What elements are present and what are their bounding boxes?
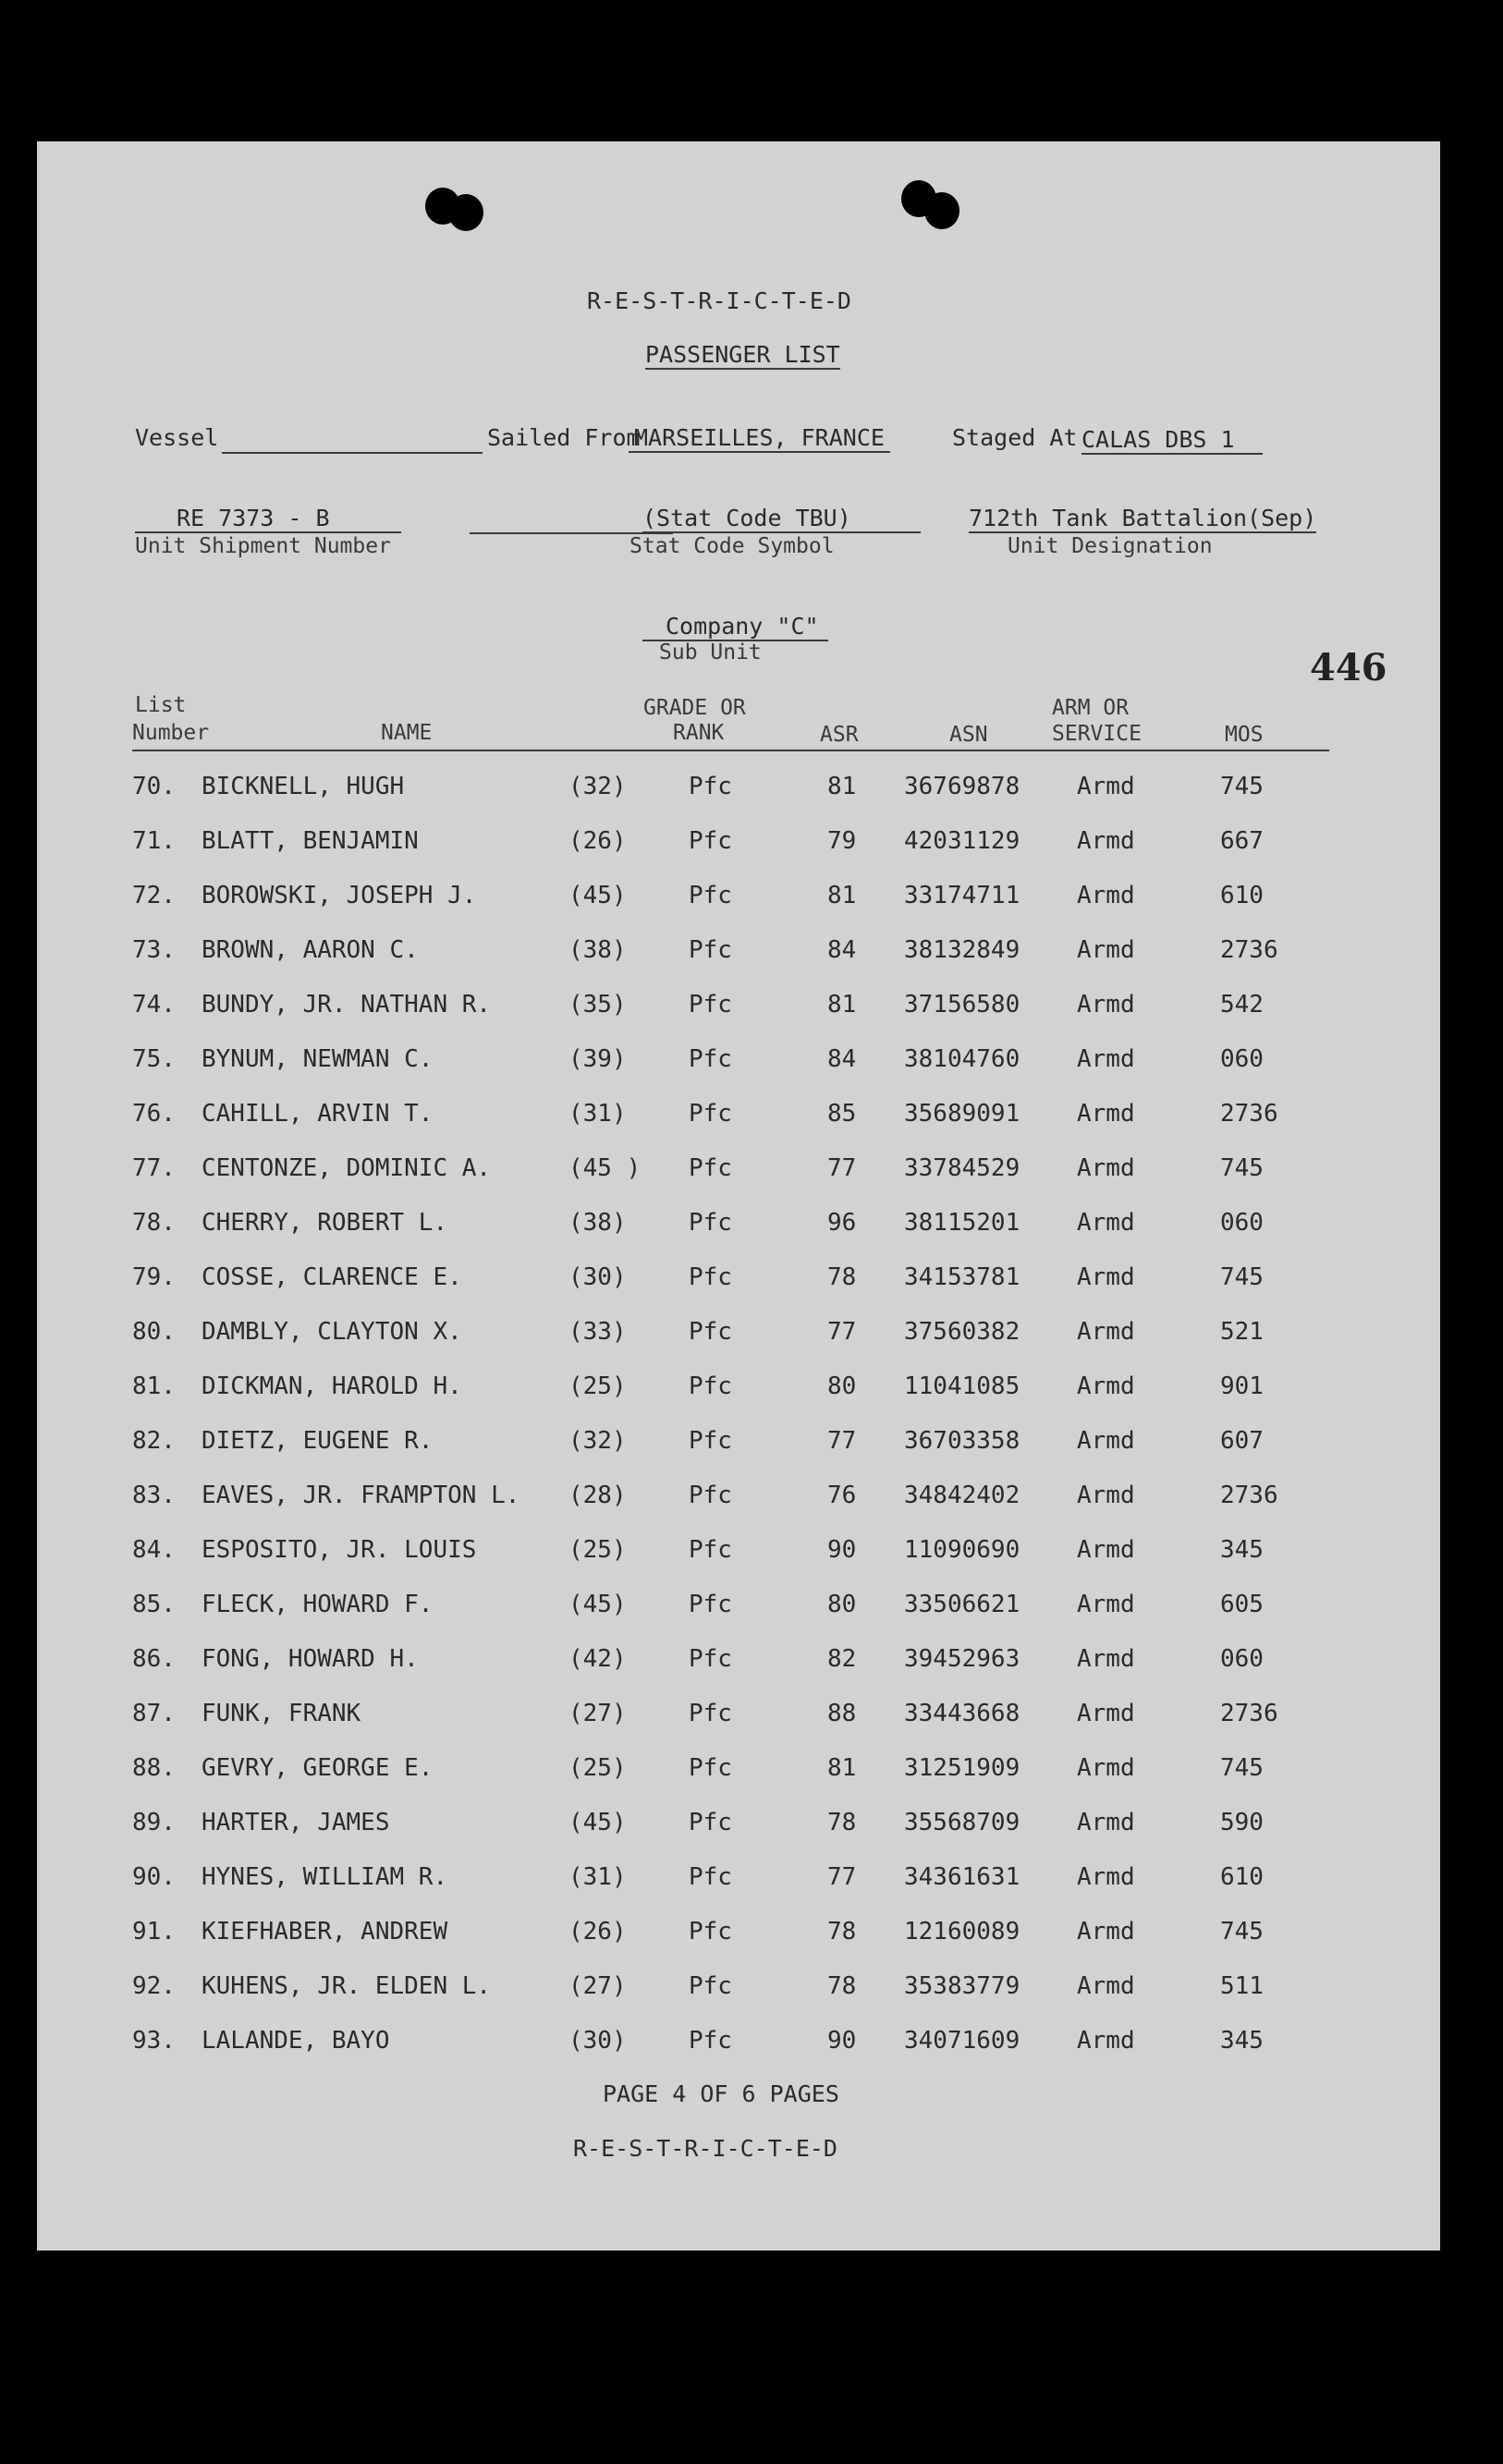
cell-age: (27) [568, 1700, 627, 1727]
cell-asn: 12160089 [904, 1918, 1020, 1946]
table-row [37, 773, 1440, 810]
cell-arm: Armd [1077, 1100, 1135, 1128]
cell-asn: 34153781 [904, 1263, 1020, 1291]
stat-code-label: Stat Code Symbol [629, 534, 835, 558]
cell-age: (31) [568, 1863, 627, 1891]
table-row [37, 1263, 1440, 1300]
cell-age: (38) [568, 936, 627, 964]
cell-num: 71. [132, 827, 176, 855]
cell-arm: Armd [1077, 1045, 1135, 1073]
cell-name: EAVES, JR. FRAMPTON L. [202, 1482, 520, 1509]
cell-mos: 745 [1220, 1918, 1264, 1946]
cell-asn: 33506621 [904, 1591, 1020, 1618]
cell-num: 85. [132, 1591, 176, 1618]
table-row [37, 1209, 1440, 1246]
cell-age: (32) [568, 1427, 627, 1455]
cell-name: CENTONZE, DOMINIC A. [202, 1154, 492, 1182]
cell-grade: Pfc [689, 773, 732, 800]
cell-grade: Pfc [689, 1427, 732, 1455]
sub-unit-label: Sub Unit [659, 640, 762, 665]
cell-grade: Pfc [689, 1209, 732, 1237]
table-row [37, 882, 1440, 919]
cell-asn: 34071609 [904, 2027, 1020, 2055]
cell-grade: Pfc [689, 936, 732, 964]
cell-age: (30) [568, 1263, 627, 1291]
cell-asr: 78 [827, 1263, 857, 1291]
cell-num: 87. [132, 1700, 176, 1727]
table-row [37, 1318, 1440, 1355]
cell-asr: 77 [827, 1154, 857, 1182]
cell-asr: 88 [827, 1700, 857, 1727]
col-list-number-line2: Number [132, 721, 210, 745]
cell-arm: Armd [1077, 1427, 1135, 1455]
cell-name: HARTER, JAMES [202, 1809, 390, 1836]
cell-num: 77. [132, 1154, 176, 1182]
page-of-pages: PAGE 4 OF 6 PAGES [603, 2080, 839, 2107]
cell-mos: 745 [1220, 1754, 1264, 1782]
cell-grade: Pfc [689, 1536, 732, 1564]
cell-asr: 96 [827, 1209, 857, 1237]
staged-at-label: Staged At [952, 424, 1078, 451]
restricted-footer: R-E-S-T-R-I-C-T-E-D [573, 2135, 837, 2162]
cell-grade: Pfc [689, 1700, 732, 1727]
cell-num: 81. [132, 1372, 176, 1400]
cell-num: 70. [132, 773, 176, 800]
cell-grade: Pfc [689, 2027, 732, 2055]
cell-asn: 33443668 [904, 1700, 1020, 1727]
cell-asr: 84 [827, 936, 857, 964]
cell-arm: Armd [1077, 1809, 1135, 1836]
cell-num: 80. [132, 1318, 176, 1346]
cell-age: (33) [568, 1318, 627, 1346]
cell-mos: 2736 [1220, 936, 1278, 964]
cell-asr: 79 [827, 827, 857, 855]
col-asr: ASR [820, 723, 859, 747]
cell-asr: 85 [827, 1100, 857, 1128]
cell-age: (25) [568, 1372, 627, 1400]
col-name: NAME [381, 721, 433, 745]
cell-mos: 610 [1220, 882, 1264, 909]
cell-asr: 90 [827, 1536, 857, 1564]
cell-grade: Pfc [689, 1591, 732, 1618]
cell-mos: 521 [1220, 1318, 1264, 1346]
cell-asn: 35689091 [904, 1100, 1020, 1128]
cell-arm: Armd [1077, 2027, 1135, 2055]
cell-asr: 81 [827, 882, 857, 909]
cell-num: 78. [132, 1209, 176, 1237]
cell-grade: Pfc [689, 1482, 732, 1509]
cell-arm: Armd [1077, 1536, 1135, 1564]
table-row [37, 1154, 1440, 1191]
cell-arm: Armd [1077, 1863, 1135, 1891]
cell-asn: 34361631 [904, 1863, 1020, 1891]
cell-num: 89. [132, 1809, 176, 1836]
cell-arm: Armd [1077, 1209, 1135, 1237]
cell-grade: Pfc [689, 1263, 732, 1291]
cell-asn: 35568709 [904, 1809, 1020, 1836]
table-row [37, 1427, 1440, 1464]
cell-name: KUHENS, JR. ELDEN L. [202, 1972, 492, 2000]
cell-asr: 76 [827, 1482, 857, 1509]
cell-num: 73. [132, 936, 176, 964]
cell-num: 83. [132, 1482, 176, 1509]
cell-grade: Pfc [689, 991, 732, 1019]
cell-mos: 901 [1220, 1372, 1264, 1400]
cell-mos: 345 [1220, 2027, 1264, 2055]
cell-grade: Pfc [689, 1972, 732, 2000]
cell-name: BLATT, BENJAMIN [202, 827, 419, 855]
cell-age: (32) [568, 773, 627, 800]
cell-asn: 11041085 [904, 1372, 1020, 1400]
col-grade-line1: GRADE OR [643, 696, 746, 720]
cell-mos: 667 [1220, 827, 1264, 855]
cell-asr: 81 [827, 991, 857, 1019]
cell-name: FONG, HOWARD H. [202, 1645, 419, 1673]
page-number: 446 [1310, 646, 1387, 689]
cell-age: (26) [568, 1918, 627, 1946]
cell-num: 88. [132, 1754, 176, 1782]
cell-grade: Pfc [689, 1809, 732, 1836]
cell-age: (27) [568, 1972, 627, 2000]
cell-asr: 78 [827, 1809, 857, 1836]
cell-name: DIETZ, EUGENE R. [202, 1427, 434, 1455]
cell-arm: Armd [1077, 1972, 1135, 2000]
cell-arm: Armd [1077, 1700, 1135, 1727]
table-row [37, 991, 1440, 1028]
cell-age: (25) [568, 1754, 627, 1782]
cell-asn: 36769878 [904, 773, 1020, 800]
cell-asn: 35383779 [904, 1972, 1020, 2000]
cell-mos: 590 [1220, 1809, 1264, 1836]
cell-mos: 060 [1220, 1645, 1264, 1673]
cell-age: (35) [568, 991, 627, 1019]
cell-name: CHERRY, ROBERT L. [202, 1209, 448, 1237]
cell-age: (26) [568, 827, 627, 855]
col-grade-line2: RANK [673, 721, 725, 745]
cell-num: 74. [132, 991, 176, 1019]
unit-designation-value: 712th Tank Battalion(Sep) [969, 505, 1317, 531]
vessel-blank [222, 452, 483, 454]
cell-grade: Pfc [689, 1645, 732, 1673]
cell-age: (28) [568, 1482, 627, 1509]
cell-mos: 610 [1220, 1863, 1264, 1891]
cell-mos: 2736 [1220, 1700, 1278, 1727]
cell-grade: Pfc [689, 1372, 732, 1400]
cell-arm: Armd [1077, 936, 1135, 964]
cell-asr: 77 [827, 1318, 857, 1346]
cell-arm: Armd [1077, 1591, 1135, 1618]
cell-age: (45) [568, 1591, 627, 1618]
cell-asn: 38115201 [904, 1209, 1020, 1237]
cell-asr: 84 [827, 1045, 857, 1073]
cell-num: 82. [132, 1427, 176, 1455]
cell-asn: 38104760 [904, 1045, 1020, 1073]
cell-age: (30) [568, 2027, 627, 2055]
cell-name: BUNDY, JR. NATHAN R. [202, 991, 492, 1019]
cell-num: 92. [132, 1972, 176, 2000]
col-list-number-line1: List [135, 693, 187, 717]
cell-mos: 745 [1220, 1263, 1264, 1291]
cell-asr: 78 [827, 1972, 857, 2000]
cell-asr: 81 [827, 773, 857, 800]
cell-name: DAMBLY, CLAYTON X. [202, 1318, 462, 1346]
cell-asr: 90 [827, 2027, 857, 2055]
cell-grade: Pfc [689, 882, 732, 909]
cell-num: 91. [132, 1918, 176, 1946]
cell-arm: Armd [1077, 773, 1135, 800]
cell-asn: 36703358 [904, 1427, 1020, 1455]
table-row [37, 1809, 1440, 1846]
cell-mos: 745 [1220, 1154, 1264, 1182]
cell-arm: Armd [1077, 882, 1135, 909]
table-row [37, 1972, 1440, 2009]
col-arm-line2: SERVICE [1052, 722, 1142, 746]
cell-asr: 77 [827, 1863, 857, 1891]
cell-mos: 060 [1220, 1209, 1264, 1237]
cell-num: 76. [132, 1100, 176, 1128]
cell-mos: 745 [1220, 773, 1264, 800]
cell-grade: Pfc [689, 827, 732, 855]
unit-designation-label: Unit Designation [1008, 534, 1213, 558]
cell-age: (38) [568, 1209, 627, 1237]
cell-asn: 37560382 [904, 1318, 1020, 1346]
cell-asn: 34842402 [904, 1482, 1020, 1509]
cell-asn: 39452963 [904, 1645, 1020, 1673]
cell-name: KIEFHABER, ANDREW [202, 1918, 448, 1946]
cell-grade: Pfc [689, 1863, 732, 1891]
cell-asr: 82 [827, 1645, 857, 1673]
cell-name: HYNES, WILLIAM R. [202, 1863, 448, 1891]
cell-name: GEVRY, GEORGE E. [202, 1754, 434, 1782]
punch-hole-right-b [924, 192, 959, 229]
cell-name: FUNK, FRANK [202, 1700, 361, 1727]
cell-grade: Pfc [689, 1754, 732, 1782]
cell-name: FLECK, HOWARD F. [202, 1591, 434, 1618]
cell-mos: 605 [1220, 1591, 1264, 1618]
table-row [37, 1700, 1440, 1737]
cell-asn: 37156580 [904, 991, 1020, 1019]
table-row [37, 936, 1440, 973]
restricted-header: R-E-S-T-R-I-C-T-E-D [587, 287, 851, 314]
passenger-list-title: PASSENGER LIST [645, 341, 840, 368]
cell-mos: 542 [1220, 991, 1264, 1019]
cell-grade: Pfc [689, 1045, 732, 1073]
cell-mos: 607 [1220, 1427, 1264, 1455]
table-row [37, 1045, 1440, 1082]
unit-shipment-number: RE 7373 - B [135, 505, 401, 533]
cell-grade: Pfc [689, 1154, 732, 1182]
cell-num: 72. [132, 882, 176, 909]
cell-name: BYNUM, NEWMAN C. [202, 1045, 434, 1073]
table-row [37, 827, 1440, 864]
table-row [37, 1591, 1440, 1628]
table-row [37, 1754, 1440, 1791]
table-row [37, 1372, 1440, 1409]
cell-arm: Armd [1077, 991, 1135, 1019]
table-row [37, 1100, 1440, 1137]
cell-asr: 80 [827, 1372, 857, 1400]
col-mos: MOS [1225, 723, 1264, 747]
cell-name: BICKNELL, HUGH [202, 773, 405, 800]
cell-mos: 2736 [1220, 1100, 1278, 1128]
cell-num: 93. [132, 2027, 176, 2055]
cell-mos: 345 [1220, 1536, 1264, 1564]
cell-asn: 11090690 [904, 1536, 1020, 1564]
column-header-rule [132, 750, 1329, 751]
table-row [37, 1645, 1440, 1682]
cell-age: (39) [568, 1045, 627, 1073]
cell-age: (31) [568, 1100, 627, 1128]
cell-mos: 511 [1220, 1972, 1264, 2000]
punch-hole-left-b [448, 194, 483, 231]
cell-num: 75. [132, 1045, 176, 1073]
cell-asn: 42031129 [904, 827, 1020, 855]
cell-name: BOROWSKI, JOSEPH J. [202, 882, 477, 909]
cell-arm: Armd [1077, 1154, 1135, 1182]
cell-age: (45) [568, 882, 627, 909]
unit-shipment-label: Unit Shipment Number [135, 534, 391, 558]
cell-arm: Armd [1077, 1645, 1135, 1673]
cell-age: (42) [568, 1645, 627, 1673]
table-row [37, 1536, 1440, 1573]
vessel-label: Vessel [135, 424, 219, 451]
cell-num: 79. [132, 1263, 176, 1291]
cell-arm: Armd [1077, 1263, 1135, 1291]
cell-age: (45) [568, 1809, 627, 1836]
col-arm-line1: ARM OR [1052, 696, 1130, 720]
cell-asn: 33784529 [904, 1154, 1020, 1182]
table-row [37, 1482, 1440, 1519]
passenger-list-sheet [37, 141, 1440, 2251]
cell-asn: 31251909 [904, 1754, 1020, 1782]
cell-asr: 77 [827, 1427, 857, 1455]
cell-age: (45 ) [568, 1154, 642, 1182]
cell-num: 90. [132, 1863, 176, 1891]
cell-num: 84. [132, 1536, 176, 1564]
cell-mos: 060 [1220, 1045, 1264, 1073]
staged-at-value: CALAS DBS 1 [1081, 426, 1263, 455]
cell-name: COSSE, CLARENCE E. [202, 1263, 462, 1291]
cell-num: 86. [132, 1645, 176, 1673]
cell-arm: Armd [1077, 1318, 1135, 1346]
cell-name: DICKMAN, HAROLD H. [202, 1372, 462, 1400]
stat-code-value: (Stat Code TBU) [642, 505, 921, 533]
cell-name: CAHILL, ARVIN T. [202, 1100, 434, 1128]
cell-age: (25) [568, 1536, 627, 1564]
cell-asr: 80 [827, 1591, 857, 1618]
cell-arm: Armd [1077, 1918, 1135, 1946]
cell-mos: 2736 [1220, 1482, 1278, 1509]
cell-arm: Armd [1077, 1754, 1135, 1782]
table-row [37, 2027, 1440, 2064]
cell-arm: Armd [1077, 1372, 1135, 1400]
cell-asn: 38132849 [904, 936, 1020, 964]
cell-name: BROWN, AARON C. [202, 936, 419, 964]
sailed-from-value: MARSEILLES, FRANCE [629, 424, 890, 453]
table-row [37, 1863, 1440, 1900]
cell-name: LALANDE, BAYO [202, 2027, 390, 2055]
cell-name: ESPOSITO, JR. LOUIS [202, 1536, 477, 1564]
sub-unit-value: Company "C" [642, 613, 828, 641]
cell-arm: Armd [1077, 1482, 1135, 1509]
table-row [37, 1918, 1440, 1955]
cell-asr: 78 [827, 1918, 857, 1946]
cell-asr: 81 [827, 1754, 857, 1782]
cell-grade: Pfc [689, 1318, 732, 1346]
cell-arm: Armd [1077, 827, 1135, 855]
cell-grade: Pfc [689, 1100, 732, 1128]
sailed-from-label: Sailed From [487, 424, 641, 451]
col-asn: ASN [949, 723, 988, 747]
cell-grade: Pfc [689, 1918, 732, 1946]
cell-asn: 33174711 [904, 882, 1020, 909]
